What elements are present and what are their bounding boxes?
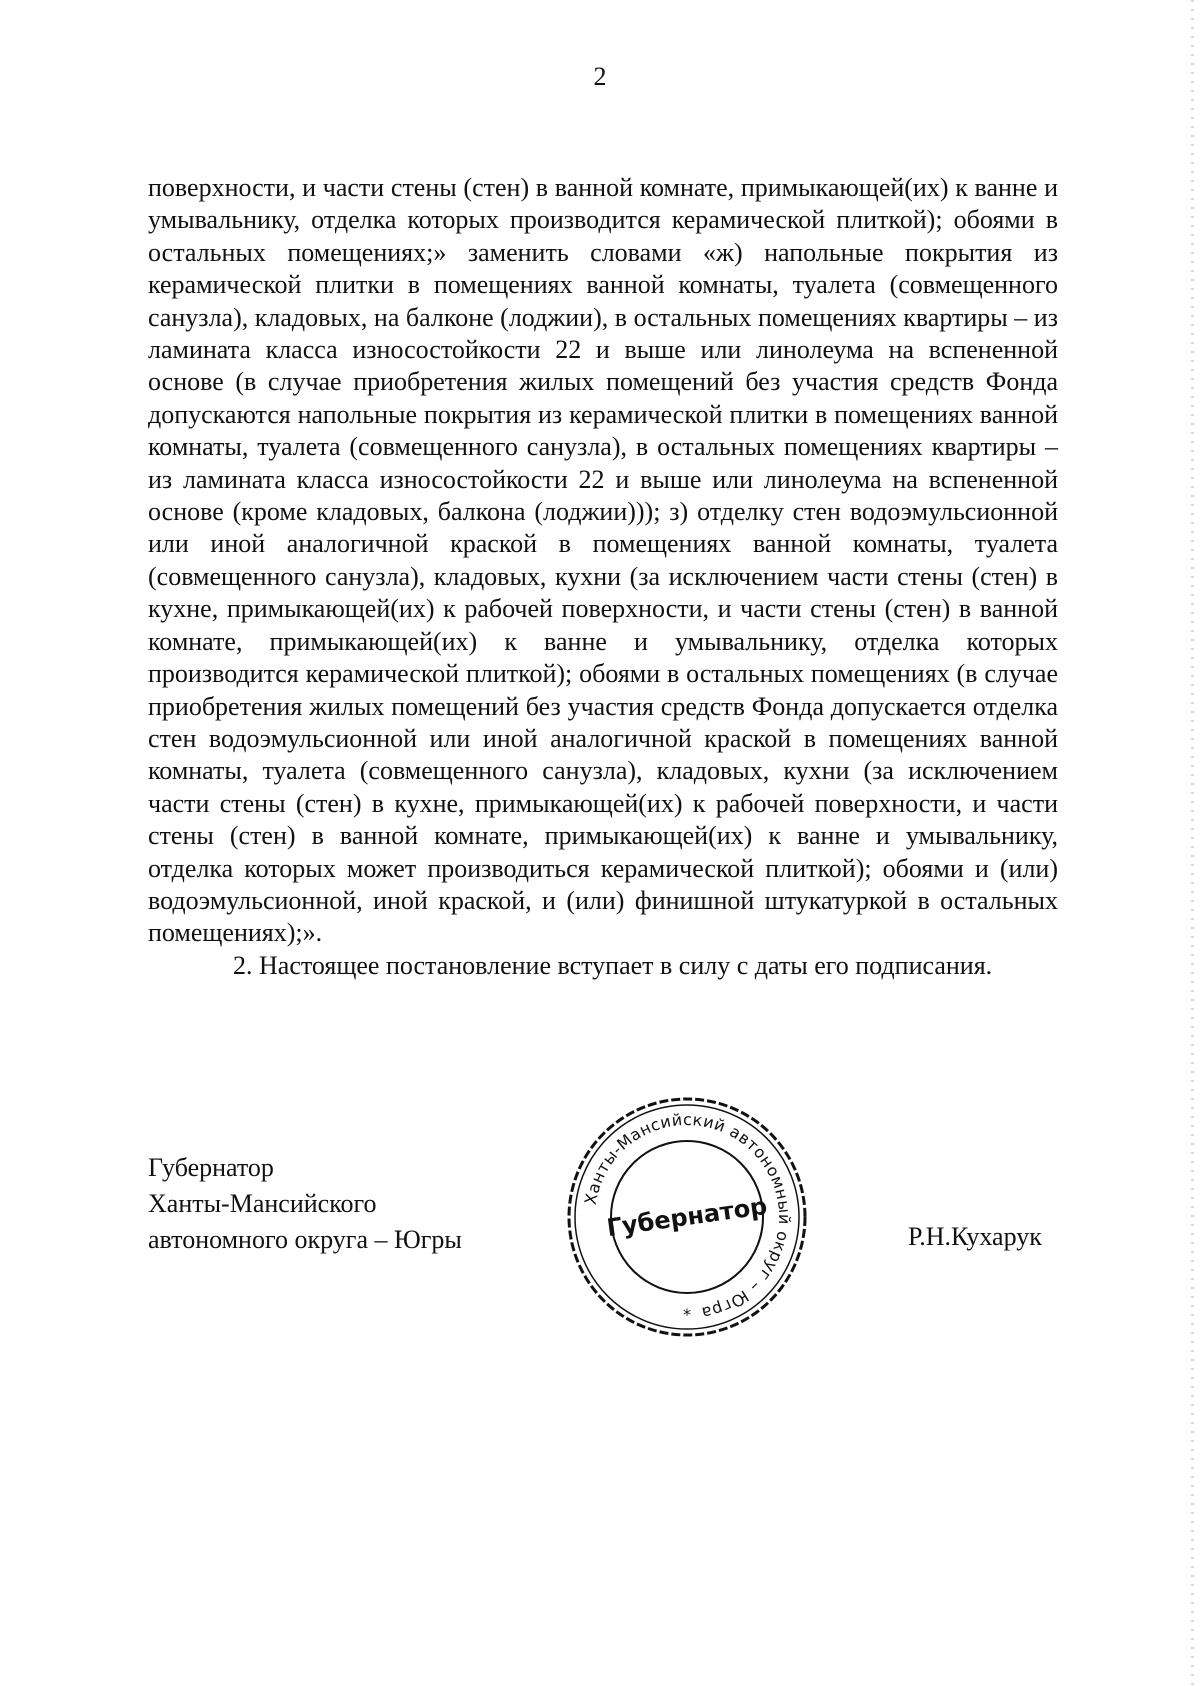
scan-edge-artifact	[1191, 0, 1194, 1686]
signatory-title-block	[148, 1150, 462, 1258]
stamp-center-text: Губернатор	[605, 1191, 769, 1243]
page-number: 2	[593, 62, 607, 91]
signatory-title-line-1: Губернатор	[148, 1153, 274, 1182]
signatory-name: Р.Н.Кухарук	[908, 1222, 1042, 1251]
official-seal-stamp	[562, 1092, 812, 1342]
stamp-star: *	[683, 1305, 691, 1324]
body-paragraph-2: 2. Настоящее постановление вступает в силу с даты его подписания.	[233, 950, 993, 980]
document-body	[148, 172, 1058, 982]
signatory-title-line-3: автономного округа – Югры	[148, 1225, 462, 1254]
stamp-ring-text: Ханты-Мансийский автономный округ – Югра	[580, 1109, 795, 1323]
signatory-title-line-2: Ханты-Мансийского	[148, 1189, 377, 1218]
body-paragraph-1: поверхности, и части стены (стен) в ванной комнате, примыкающей(их) к ванне и умывальнику, отделка которых производится керамической плиткой); обоями в остальных помещениях;» заменить словами «ж) напольные покрытия из керамической плитки в помещениях ванной комнаты, туалета (совмещенного санузла), кладовых, на балконе (лоджии), в остальных помещениях квартиры – из ламината класса износостойкости 22 и выше или линолеума на вспененной основе (в случае приобретения жилых помещений без участия средств Фонда допускаются напольные покрытия из керамической плитки в помещениях ванной комнаты, туалета (совмещенного санузла), в остальных помещениях квартиры – из ламината класса износостойкости 22 и выше или линолеума на вспененной основе (кроме кладовых, балкона (лоджии))); з) отделку стен водоэмульсионной или иной аналогичной краской в помещениях ванной комнаты, туалета (совмещенного санузла), кладовых, кухни (за исключением части стены (стен) в кухне, примыкающей(их) к рабочей поверхности, и части стены (стен) в ванной комнате, примыкающей(их) к ванне и умывальнику, отделка которых производится керамической плиткой); обоями в остальных помещениях (в случае приобретения жилых помещений без участия средств Фонда допускается отделка стен водоэмульсионной или иной аналогичной краской в помещениях ванной комнаты, туалета (совмещенного санузла), кладовых, кухни (за исключением части стены (стен) в кухне, примыкающей(их) к рабочей поверхности, и части стены (стен) в ванной комнате, примыкающей(их) к ванне и умывальнику, отделка которых может производиться керамической плиткой); обоями и (или) водоэмульсионной, иной краской, и (или) финишной штукатуркой в остальных помещениях);».	[148, 173, 1058, 948]
